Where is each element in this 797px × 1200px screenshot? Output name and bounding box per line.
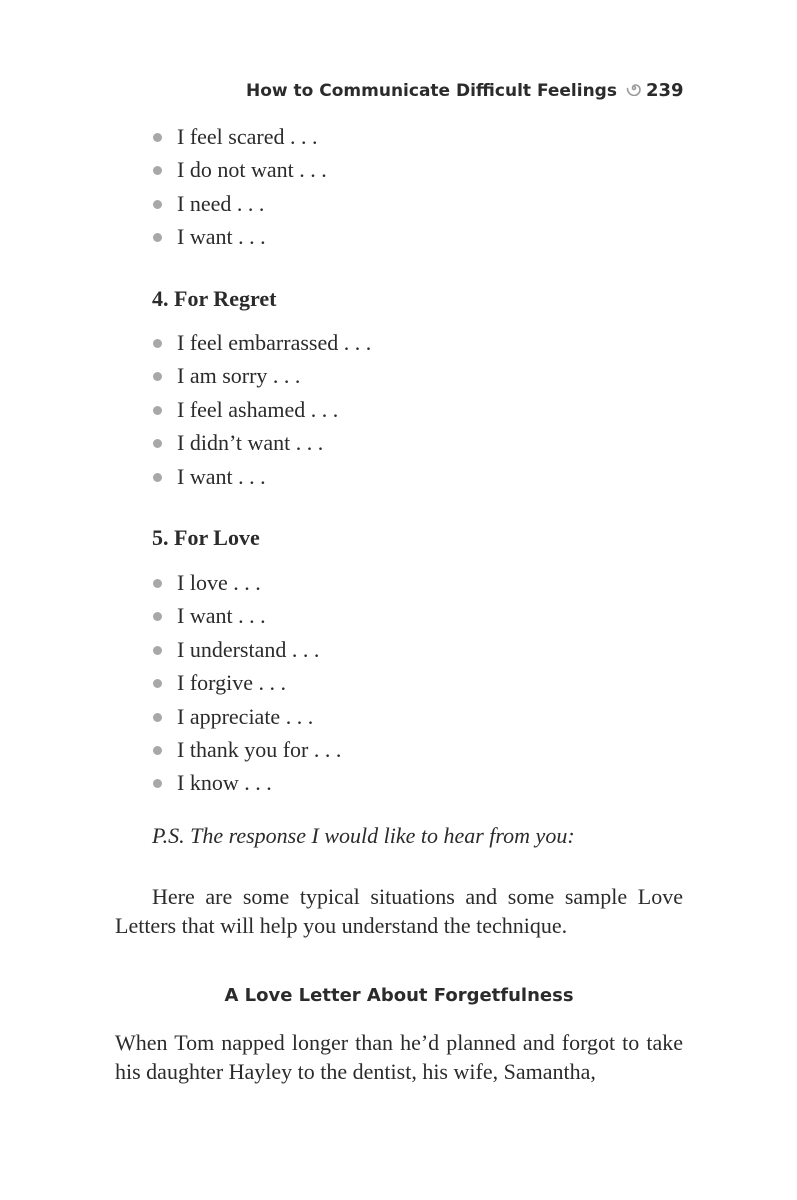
ps-line: P.S. The response I would like to hear from you: — [152, 823, 575, 848]
bullet-icon — [153, 372, 162, 381]
bullet-icon — [153, 339, 162, 348]
running-header — [246, 80, 684, 101]
bullet-icon — [153, 579, 162, 588]
bullet-icon — [153, 406, 162, 415]
love-list — [152, 566, 341, 800]
list-item: I am sorry . . . — [152, 359, 371, 392]
section-subheading: A Love Letter About Forgetfulness — [224, 985, 574, 1006]
list-item: I feel ashamed . . . — [152, 393, 371, 426]
bullet-icon — [153, 439, 162, 448]
list-item: I want . . . — [152, 599, 341, 632]
list-item: I understand . . . — [152, 633, 341, 666]
list-item: I forgive . . . — [152, 666, 341, 699]
bullet-icon — [153, 713, 162, 722]
list-item: I feel scared . . . — [152, 120, 327, 153]
bullet-icon — [153, 612, 162, 621]
bullet-icon — [153, 233, 162, 242]
page-number: 239 — [645, 80, 684, 101]
swirl-icon — [626, 80, 642, 101]
list-item: I want . . . — [152, 220, 327, 253]
bullet-icon — [153, 473, 162, 482]
body-paragraph: When Tom napped longer than he’d planned and forgot to take his daughter Hayley to the dentist, his wife, Samantha, — [115, 1030, 683, 1084]
list-item: I want . . . — [152, 460, 371, 493]
running-header-title: How to Communicate Difficult Feelings — [246, 80, 617, 101]
list-item: I didn’t want . . . — [152, 426, 371, 459]
intro-paragraph: Here are some typical situations and some sample Love Letters that will help you understand the technique. — [115, 884, 683, 938]
love-heading: 5. For Love — [152, 525, 260, 550]
bullet-icon — [153, 746, 162, 755]
list-item: I do not want . . . — [152, 153, 327, 186]
list-item: I know . . . — [152, 766, 341, 799]
list-item: I feel embarrassed . . . — [152, 326, 371, 359]
list-item: I need . . . — [152, 187, 327, 220]
list-item: I love . . . — [152, 566, 341, 599]
fear-list — [152, 120, 327, 254]
bullet-icon — [153, 200, 162, 209]
regret-heading: 4. For Regret — [152, 286, 277, 311]
bullet-icon — [153, 679, 162, 688]
bullet-icon — [153, 133, 162, 142]
bullet-icon — [153, 646, 162, 655]
list-item: I appreciate . . . — [152, 700, 341, 733]
regret-list — [152, 326, 371, 493]
list-item: I thank you for . . . — [152, 733, 341, 766]
bullet-icon — [153, 166, 162, 175]
bullet-icon — [153, 779, 162, 788]
